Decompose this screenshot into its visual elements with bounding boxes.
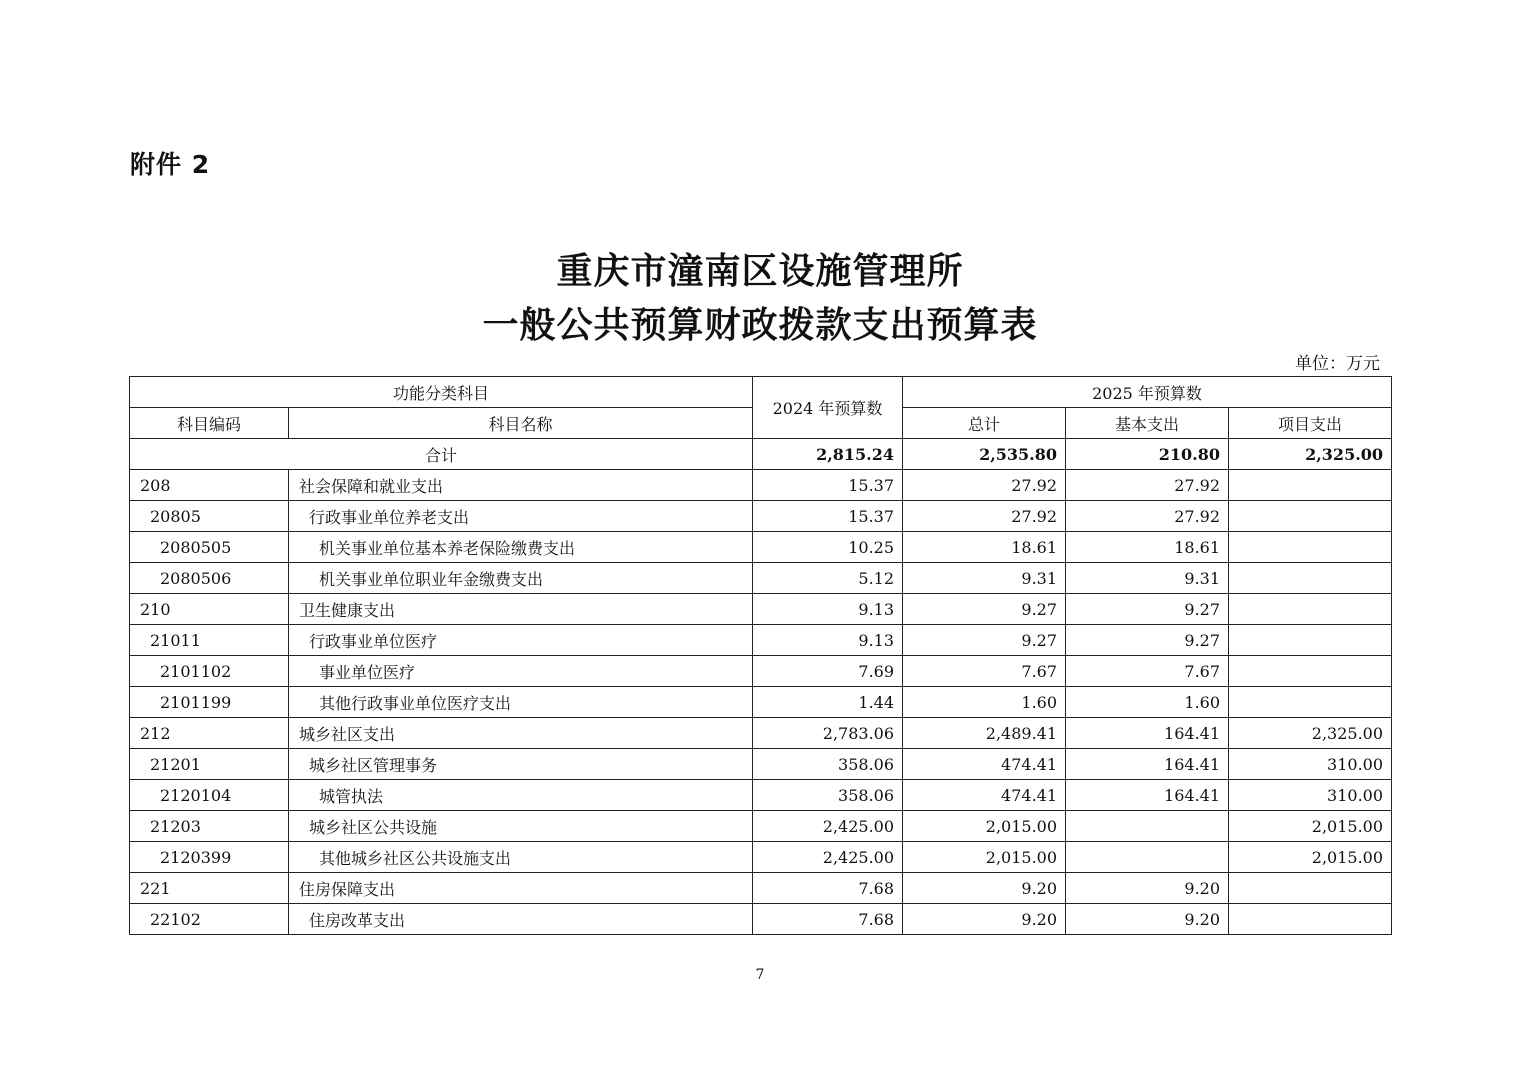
table-row xyxy=(130,501,1392,532)
header-row-1 xyxy=(130,377,1392,408)
row-project xyxy=(1229,532,1392,563)
row-basic: 164.41 xyxy=(1066,718,1229,749)
row-project: 2,325.00 xyxy=(1229,718,1392,749)
row-name: 事业单位医疗 xyxy=(289,656,753,687)
row-name: 城乡社区管理事务 xyxy=(289,749,753,780)
row-total: 9.20 xyxy=(903,904,1066,935)
row-total: 2,489.41 xyxy=(903,718,1066,749)
row-name: 行政事业单位养老支出 xyxy=(289,501,753,532)
header-basic: 基本支出 xyxy=(1066,408,1229,439)
row-code: 22102 xyxy=(130,904,289,935)
row-basic: 18.61 xyxy=(1066,532,1229,563)
row-name: 其他行政事业单位医疗支出 xyxy=(289,687,753,718)
row-project xyxy=(1229,904,1392,935)
row-b2024: 10.25 xyxy=(753,532,903,563)
row-basic: 1.60 xyxy=(1066,687,1229,718)
total-label: 合计 xyxy=(130,439,753,470)
row-name: 机关事业单位职业年金缴费支出 xyxy=(289,563,753,594)
row-name: 城乡社区支出 xyxy=(289,718,753,749)
row-basic: 7.67 xyxy=(1066,656,1229,687)
row-basic: 9.27 xyxy=(1066,594,1229,625)
row-code: 21201 xyxy=(130,749,289,780)
row-total: 474.41 xyxy=(903,749,1066,780)
row-name: 行政事业单位医疗 xyxy=(289,625,753,656)
row-total: 9.20 xyxy=(903,873,1066,904)
row-basic: 164.41 xyxy=(1066,780,1229,811)
budget-table-body xyxy=(130,377,1392,935)
row-project: 2,015.00 xyxy=(1229,842,1392,873)
total-total: 2,535.80 xyxy=(903,439,1066,470)
row-project xyxy=(1229,687,1392,718)
row-total: 9.31 xyxy=(903,563,1066,594)
row-total: 18.61 xyxy=(903,532,1066,563)
row-total: 474.41 xyxy=(903,780,1066,811)
row-basic: 9.20 xyxy=(1066,904,1229,935)
row-b2024: 2,425.00 xyxy=(753,842,903,873)
table-row xyxy=(130,594,1392,625)
table-row xyxy=(130,687,1392,718)
document-title-line1: 重庆市潼南区设施管理所 xyxy=(556,251,964,292)
total-row xyxy=(130,439,1392,470)
row-b2024: 7.68 xyxy=(753,873,903,904)
header-total: 总计 xyxy=(903,408,1066,439)
row-name: 城乡社区公共设施 xyxy=(289,811,753,842)
row-total: 2,015.00 xyxy=(903,811,1066,842)
row-code: 212 xyxy=(130,718,289,749)
row-name: 机关事业单位基本养老保险缴费支出 xyxy=(289,532,753,563)
table-row xyxy=(130,625,1392,656)
row-total: 9.27 xyxy=(903,594,1066,625)
row-basic: 9.31 xyxy=(1066,563,1229,594)
row-code: 20805 xyxy=(130,501,289,532)
table-row xyxy=(130,532,1392,563)
row-basic xyxy=(1066,811,1229,842)
row-code: 2120399 xyxy=(130,842,289,873)
row-b2024: 7.69 xyxy=(753,656,903,687)
table-row xyxy=(130,656,1392,687)
table-row xyxy=(130,470,1392,501)
total-basic: 210.80 xyxy=(1066,439,1229,470)
row-b2024: 9.13 xyxy=(753,594,903,625)
table-row xyxy=(130,780,1392,811)
row-total: 27.92 xyxy=(903,501,1066,532)
header-budget-2024: 2024 年预算数 xyxy=(753,377,903,439)
document-title-line2: 一般公共预算财政拨款支出预算表 xyxy=(482,305,1038,346)
row-project xyxy=(1229,470,1392,501)
row-name: 其他城乡社区公共设施支出 xyxy=(289,842,753,873)
row-name: 社会保障和就业支出 xyxy=(289,470,753,501)
page-number: 7 xyxy=(755,967,765,983)
table-row xyxy=(130,873,1392,904)
row-project xyxy=(1229,594,1392,625)
row-project: 310.00 xyxy=(1229,780,1392,811)
row-b2024: 1.44 xyxy=(753,687,903,718)
row-b2024: 15.37 xyxy=(753,470,903,501)
row-b2024: 9.13 xyxy=(753,625,903,656)
row-b2024: 15.37 xyxy=(753,501,903,532)
attachment-label: 附件 2 xyxy=(130,150,211,179)
row-b2024: 358.06 xyxy=(753,749,903,780)
row-code: 221 xyxy=(130,873,289,904)
row-total: 27.92 xyxy=(903,470,1066,501)
row-total: 7.67 xyxy=(903,656,1066,687)
table-row xyxy=(130,749,1392,780)
row-project: 310.00 xyxy=(1229,749,1392,780)
table-row xyxy=(130,811,1392,842)
header-budget-2025: 2025 年预算数 xyxy=(903,377,1392,408)
row-code: 2101102 xyxy=(130,656,289,687)
row-basic: 27.92 xyxy=(1066,470,1229,501)
row-b2024: 2,783.06 xyxy=(753,718,903,749)
row-project xyxy=(1229,656,1392,687)
row-code: 208 xyxy=(130,470,289,501)
header-name: 科目名称 xyxy=(289,408,753,439)
row-project xyxy=(1229,873,1392,904)
table-row xyxy=(130,563,1392,594)
table-row xyxy=(130,718,1392,749)
row-b2024: 2,425.00 xyxy=(753,811,903,842)
row-total: 2,015.00 xyxy=(903,842,1066,873)
row-b2024: 358.06 xyxy=(753,780,903,811)
header-project: 项目支出 xyxy=(1229,408,1392,439)
budget-table xyxy=(129,376,1392,935)
row-name: 住房保障支出 xyxy=(289,873,753,904)
table-row xyxy=(130,842,1392,873)
total-project: 2,325.00 xyxy=(1229,439,1392,470)
row-basic xyxy=(1066,842,1229,873)
row-project: 2,015.00 xyxy=(1229,811,1392,842)
row-code: 2120104 xyxy=(130,780,289,811)
row-code: 21203 xyxy=(130,811,289,842)
row-code: 2080505 xyxy=(130,532,289,563)
row-code: 21011 xyxy=(130,625,289,656)
unit-label: 单位：万元 xyxy=(1295,354,1380,374)
row-name: 住房改革支出 xyxy=(289,904,753,935)
total-b2024: 2,815.24 xyxy=(753,439,903,470)
header-code: 科目编码 xyxy=(130,408,289,439)
row-name: 城管执法 xyxy=(289,780,753,811)
row-basic: 9.27 xyxy=(1066,625,1229,656)
row-project xyxy=(1229,563,1392,594)
row-basic: 27.92 xyxy=(1066,501,1229,532)
row-code: 2080506 xyxy=(130,563,289,594)
row-code: 2101199 xyxy=(130,687,289,718)
header-func-class: 功能分类科目 xyxy=(130,377,753,408)
row-project xyxy=(1229,501,1392,532)
row-basic: 9.20 xyxy=(1066,873,1229,904)
row-name: 卫生健康支出 xyxy=(289,594,753,625)
row-b2024: 7.68 xyxy=(753,904,903,935)
row-project xyxy=(1229,625,1392,656)
row-total: 9.27 xyxy=(903,625,1066,656)
table-row xyxy=(130,904,1392,935)
row-basic: 164.41 xyxy=(1066,749,1229,780)
row-b2024: 5.12 xyxy=(753,563,903,594)
row-total: 1.60 xyxy=(903,687,1066,718)
row-code: 210 xyxy=(130,594,289,625)
